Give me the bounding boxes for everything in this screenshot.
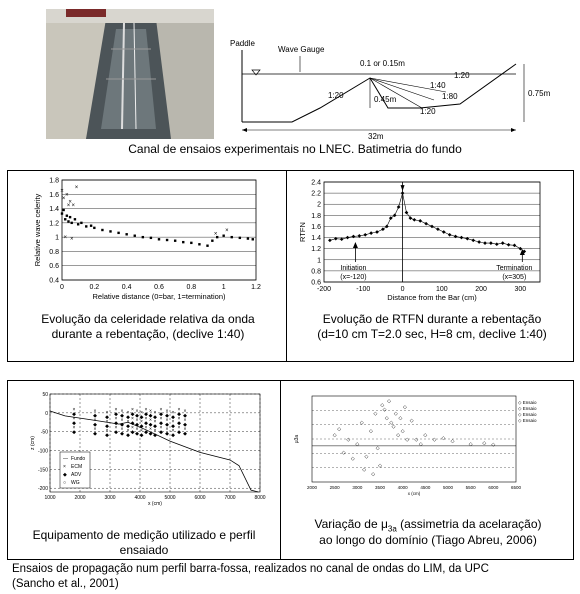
legend-label: ◇ Ensaio: [518, 400, 537, 405]
x-tick-label: 0.2: [89, 284, 100, 291]
data-point: ×: [144, 425, 148, 432]
data-point: ◆: [93, 431, 97, 438]
middle-divider: [286, 170, 287, 362]
y-tick-label: 0.8: [311, 268, 321, 276]
data-point: ◇: [491, 442, 496, 449]
slope-label-1-20-a: 1:20: [328, 91, 344, 100]
data-point: ◆: [120, 413, 124, 420]
data-point: ◇: [393, 411, 398, 418]
data-point: ◆: [177, 429, 181, 436]
data-point: ◆: [130, 429, 135, 436]
data-point: [182, 241, 184, 243]
y-tick-label: 1: [317, 257, 321, 265]
y-tick-label: 2: [317, 201, 321, 209]
slope-label-1-20-c: 1:20: [454, 71, 470, 80]
data-point: ×: [171, 428, 175, 435]
wave-gauge-label: Wave Gauge: [278, 45, 325, 54]
data-point: ×: [93, 408, 97, 415]
data-point: ×: [65, 192, 69, 199]
x-tick-label: -200: [316, 286, 332, 293]
y-tick-label: -200: [37, 486, 48, 493]
data-point: ×: [140, 419, 143, 426]
legend-label: ◇ Ensaio: [518, 406, 537, 411]
mu-symbol: μ: [380, 517, 388, 531]
data-point: ◆: [159, 411, 163, 418]
data-point: [174, 240, 176, 242]
data-point: ◆: [153, 414, 157, 421]
data-point: ×: [72, 407, 76, 414]
x-tick-label: 1000: [44, 495, 56, 501]
data-point: [66, 215, 68, 217]
data-point: [247, 237, 249, 239]
data-point: ◆: [165, 413, 169, 420]
data-point: ×: [144, 416, 148, 423]
data-point: ◆: [144, 429, 148, 436]
legend-label: ◇ Ensaio: [518, 418, 537, 423]
data-point: ◆: [105, 423, 109, 430]
legend-symbol: ○: [63, 480, 67, 486]
data-point: ◆: [114, 420, 118, 427]
x-tick-label: -100: [356, 286, 371, 293]
data-point: ◆: [114, 429, 118, 436]
x-tick-label: 7000: [224, 495, 236, 501]
data-point: ◆: [153, 432, 157, 439]
data-point: ◆: [183, 431, 187, 438]
y-tick-label: 1.6: [311, 223, 321, 231]
y-tick-label: 1.4: [311, 235, 321, 243]
data-point: ◇: [378, 462, 382, 469]
mu-subscript: 3a: [387, 524, 397, 534]
data-point: ◆: [165, 431, 169, 438]
equipment-caption-line1: Equipamento de medição utilizado e perfil: [32, 528, 256, 542]
celerity-caption-line2: durante a rebentação, (declive 1:40): [51, 327, 245, 341]
x-axis-label: Distance from the Bar (cm): [387, 293, 477, 302]
data-point: ×: [149, 426, 152, 433]
y-tick-label: -100: [37, 448, 48, 455]
data-point: ◇: [396, 432, 401, 439]
x-tick-label: 6000: [194, 495, 206, 501]
annotation-termination-x: (x=305): [502, 274, 527, 281]
data-point: ×: [71, 203, 76, 209]
data-point: ×: [171, 419, 175, 426]
data-point: ×: [149, 408, 152, 415]
data-point: ◇: [403, 404, 407, 411]
data-point: ◇: [468, 441, 473, 448]
top-caption: Canal de ensaios experimentais no LNEC. Batimetria do fundo: [128, 142, 462, 156]
celerity-chart: [32, 176, 264, 304]
y-tick-label: 2.4: [311, 179, 321, 187]
data-point: ◆: [159, 420, 163, 427]
data-point: ×: [60, 188, 64, 195]
bottom-divider: [280, 380, 281, 560]
data-point: ×: [105, 428, 109, 435]
x-tick-label: 200: [475, 286, 487, 293]
x-tick-label: 100: [435, 286, 448, 293]
data-point: ×: [183, 408, 187, 415]
data-point: ×: [183, 417, 187, 424]
y-tick-label: 0: [45, 410, 48, 417]
rtfn-caption-line1: Evolução de RTFN durante a rebentação: [322, 312, 542, 326]
x-tick-label: 4500: [420, 485, 431, 490]
data-point: [150, 237, 152, 239]
y-tick-label: 1.2: [49, 220, 59, 228]
data-point: [61, 212, 63, 214]
data-point: ×: [126, 428, 130, 435]
x-axis-label: x (cm): [148, 501, 162, 507]
data-point: ×: [159, 407, 163, 414]
data-point: ×: [72, 416, 76, 423]
x-tick-label: 3500: [374, 485, 386, 490]
data-point: ◇: [341, 449, 346, 456]
data-point: ◆: [105, 432, 109, 439]
data-point: ×: [63, 235, 67, 242]
data-point: [142, 236, 144, 238]
annotation-initiation: Initiation: [340, 265, 367, 272]
bathymetry-diagram: [220, 30, 550, 140]
data-point: ×: [135, 417, 139, 424]
data-point: ◆: [72, 411, 76, 418]
data-point: ×: [177, 416, 181, 423]
equipment-profile-chart: [28, 390, 268, 508]
data-point: [90, 225, 92, 227]
data-point: ◆: [177, 420, 181, 427]
data-point: [93, 227, 95, 229]
data-point: ◆: [171, 432, 175, 439]
data-point: ×: [93, 417, 97, 424]
data-point: ◆: [135, 413, 139, 420]
data-point: ×: [153, 419, 157, 426]
mu3a-chart: [292, 392, 537, 498]
data-point: ×: [72, 425, 76, 432]
x-tick-label: 5000: [442, 485, 454, 490]
data-point: [117, 232, 119, 234]
data-point: ◇: [337, 426, 342, 433]
data-point: [166, 239, 168, 241]
data-point: ×: [131, 425, 134, 432]
data-point: ×: [105, 410, 109, 417]
x-tick-label: 1: [221, 284, 226, 291]
data-point: ◆: [139, 423, 144, 430]
data-point: ◇: [382, 406, 387, 413]
data-point: [85, 225, 87, 227]
data-point: ×: [165, 417, 169, 424]
y-tick-label: 1.8: [49, 177, 59, 185]
data-point: ◆: [139, 432, 144, 439]
y-axis-label: μ3a: [294, 434, 300, 444]
data-point: ◆: [148, 431, 153, 438]
data-point: ◆: [93, 422, 97, 429]
data-point: ◇: [387, 398, 391, 405]
data-point: ×: [120, 417, 124, 424]
y-tick-label: -50: [40, 429, 48, 436]
data-point: ×: [177, 425, 181, 432]
data-point: ×: [68, 199, 72, 206]
data-point: [239, 237, 241, 239]
y-tick-label: 1.6: [49, 191, 59, 199]
data-point: [69, 216, 71, 218]
data-point: [134, 235, 136, 237]
x-axis-label: Relative distance (0=bar, 1=termination): [92, 292, 226, 301]
data-point: ×: [135, 408, 139, 415]
legend-symbol: ◆: [63, 472, 67, 478]
data-point: ◇: [369, 428, 373, 435]
x-tick-label: 0: [400, 286, 405, 293]
y-tick-label: 0.6: [311, 279, 321, 287]
data-point: ◇: [409, 418, 414, 425]
x-tick-label: 0.8: [186, 284, 197, 291]
data-point: ×: [177, 407, 181, 414]
data-point: ◆: [135, 422, 139, 429]
data-point: ◆: [171, 423, 175, 430]
data-point: ×: [114, 425, 118, 432]
legend-label: Fundo: [71, 456, 86, 462]
data-point: [109, 230, 111, 232]
data-point: [101, 229, 103, 231]
data-point: ×: [135, 426, 139, 433]
rtfn-caption-line2: (d=10 cm T=2.0 sec, H=8 cm, declive 1:40): [317, 327, 547, 341]
data-point: [71, 222, 73, 224]
x-tick-label: 6000: [488, 485, 499, 490]
data-point: ◆: [126, 414, 130, 421]
mu3a-caption-line2: ao longo do domínio (Tiago Abreu, 2006): [319, 533, 537, 547]
data-point: ◇: [380, 402, 385, 409]
data-point: ◆: [72, 420, 76, 427]
data-point: ◆: [93, 413, 97, 420]
data-point: ×: [74, 185, 79, 192]
data-point: ×: [120, 426, 124, 433]
data-point: ×: [126, 410, 130, 417]
data-point: ◆: [165, 422, 169, 429]
footer-line2: (Sancho et al., 2001): [12, 578, 119, 590]
data-point: ×: [120, 408, 124, 415]
x-tick-label: 0.4: [121, 284, 132, 291]
data-point: ◇: [371, 471, 376, 478]
data-point: ◆: [130, 420, 135, 427]
data-point: ◇: [350, 455, 355, 462]
data-point: ×: [171, 410, 175, 417]
x-tick-label: 6500: [510, 485, 522, 490]
data-point: ◆: [183, 422, 187, 429]
y-tick-label: 1: [55, 234, 59, 242]
y-tick-label: 50: [42, 392, 48, 398]
data-point: ×: [225, 228, 229, 234]
data-point: ◆: [148, 422, 153, 429]
data-point: ◇: [398, 415, 403, 422]
data-point: ◆: [114, 411, 118, 418]
data-point: ◆: [177, 411, 181, 418]
flume-photo: [46, 9, 214, 139]
celerity-caption-line1: Evolução da celeridade relativa da onda: [41, 312, 255, 326]
data-point: ◆: [148, 413, 153, 420]
bar-height-label: 0.45m: [374, 95, 397, 104]
data-point: ×: [66, 203, 71, 209]
data-point: ◇: [332, 432, 337, 439]
y-axis-label: Relative wave celerity: [33, 193, 42, 267]
slope-label-1-40: 1:40: [430, 81, 446, 90]
data-point: ◇: [400, 428, 405, 435]
data-point: [80, 222, 82, 224]
height-label: 0.75m: [528, 89, 551, 98]
data-point: ×: [149, 417, 152, 424]
data-point: ×: [114, 407, 118, 414]
data-point: ◆: [135, 431, 139, 438]
data-point: [67, 220, 69, 222]
x-tick-label: 2000: [306, 485, 318, 490]
data-point: ◇: [355, 441, 360, 448]
data-point: ×: [144, 407, 148, 414]
y-tick-label: -150: [37, 467, 48, 474]
data-point: ◇: [414, 437, 419, 443]
y-tick-label: 0.8: [49, 248, 59, 256]
data-point: ◇: [441, 435, 446, 442]
data-point: ◆: [159, 429, 163, 436]
data-point: ×: [159, 425, 163, 432]
x-tick-label: 1.2: [251, 284, 261, 291]
data-point: ×: [153, 410, 157, 417]
x-tick-label: 4000: [397, 485, 408, 490]
data-point: ×: [153, 428, 157, 435]
data-point: ◆: [144, 411, 148, 418]
data-point: [190, 242, 192, 244]
data-point: ◆: [171, 414, 175, 421]
data-point: ◇: [432, 437, 437, 443]
legend-label: ECM: [71, 464, 83, 470]
data-point: ×: [213, 231, 218, 238]
legend-symbol: ×: [63, 464, 66, 470]
data-point: [231, 236, 233, 238]
x-tick-label: 0: [60, 284, 64, 291]
x-tick-label: 0.6: [154, 284, 164, 291]
data-point: [74, 218, 76, 220]
data-point: ◆: [126, 432, 130, 439]
data-point: [64, 218, 66, 220]
x-axis-label: x (cm): [407, 491, 421, 496]
data-point: ×: [69, 236, 74, 243]
mu3a-caption-text-b: (assimetria da acelaração): [396, 517, 542, 531]
data-point: ◆: [139, 414, 144, 421]
equipment-caption-line2: ensaiado: [119, 543, 169, 557]
data-point: ◇: [384, 415, 389, 422]
data-point: [222, 235, 224, 237]
data-point: [158, 238, 160, 240]
data-point: ◇: [362, 467, 367, 474]
annotation-initiation-x: (x=-120): [340, 274, 367, 281]
data-point: ◆: [130, 411, 135, 418]
data-point: ◇: [373, 411, 378, 418]
data-point: ×: [140, 428, 143, 435]
data-point: ◇: [423, 432, 428, 439]
x-tick-label: 3000: [352, 485, 363, 490]
length-label: 32m: [368, 132, 384, 141]
data-point: [125, 233, 127, 235]
data-point: ◆: [126, 423, 130, 430]
y-tick-label: 0.4: [49, 277, 59, 285]
slope-label-1-20-b: 1:20: [420, 107, 436, 116]
data-point: [62, 209, 64, 211]
y-tick-label: 0.6: [49, 263, 59, 271]
x-tick-label: 4000: [134, 495, 146, 501]
data-point: ×: [159, 416, 163, 423]
data-point: [252, 238, 254, 240]
data-point: ◇: [389, 419, 394, 426]
data-point: ◇: [364, 454, 369, 461]
data-point: ×: [140, 410, 143, 417]
data-point: ×: [93, 426, 97, 433]
data-point: ◆: [105, 414, 109, 421]
data-point: ×: [165, 426, 169, 433]
y-tick-label: 1.4: [49, 206, 59, 214]
x-tick-label: 300: [514, 286, 527, 293]
data-point: ×: [165, 408, 169, 415]
data-point: ◇: [482, 440, 487, 447]
x-tick-label: 2000: [74, 495, 86, 501]
data-point: [206, 245, 208, 247]
data-point: [211, 240, 213, 242]
legend-symbol: —: [63, 456, 68, 462]
data-point: ×: [61, 195, 66, 202]
rtfn-chart: [298, 176, 548, 306]
data-point: ◆: [120, 431, 124, 438]
data-point: ◇: [405, 437, 410, 443]
data-point: ×: [126, 419, 130, 426]
data-point: ◆: [153, 423, 157, 430]
x-tick-label: 5500: [465, 485, 476, 490]
data-point: ◇: [391, 424, 396, 431]
y-tick-label: 1.2: [311, 246, 321, 254]
x-tick-label: 5000: [164, 495, 176, 501]
data-point: ×: [131, 407, 134, 414]
data-point: ×: [131, 416, 134, 423]
data-point: ×: [183, 426, 187, 433]
data-point: ◇: [359, 419, 364, 426]
footer-line1: Ensaios de propagação num perfil barra-fossa, realizados no canal de ondas do LIM, da UPC: [12, 563, 489, 575]
y-tick-label: 1.8: [311, 212, 321, 220]
legend-label: ADV: [71, 472, 82, 478]
depth-label: 0.1 or 0.15m: [360, 59, 405, 68]
data-point: ◇: [375, 445, 380, 452]
data-point: ◇: [418, 441, 423, 448]
y-axis-label: RTFN: [298, 222, 307, 242]
data-point: [77, 223, 79, 225]
legend-label: ◇ Ensaio: [518, 412, 537, 417]
data-point: ◆: [72, 429, 76, 436]
paddle-label: Paddle: [230, 39, 255, 48]
annotation-termination: Termination: [496, 265, 533, 272]
mu3a-caption-text: Variação de: [314, 517, 378, 531]
x-tick-label: 3000: [104, 495, 116, 501]
data-point: ◆: [144, 420, 148, 427]
slope-label-1-80: 1:80: [442, 92, 458, 101]
y-axis-label: z (cm): [30, 436, 36, 450]
data-point: [198, 243, 200, 245]
data-point: ×: [114, 416, 118, 423]
data-point: ◆: [120, 422, 124, 429]
data-point: ◆: [183, 413, 187, 420]
data-point: ◇: [450, 438, 455, 445]
y-tick-label: 2.2: [311, 190, 321, 198]
data-point: ×: [105, 419, 109, 426]
x-tick-label: 2500: [329, 485, 340, 490]
legend-label: WG: [71, 480, 80, 486]
data-point: ◇: [346, 437, 351, 443]
x-tick-label: 8000: [254, 495, 266, 501]
